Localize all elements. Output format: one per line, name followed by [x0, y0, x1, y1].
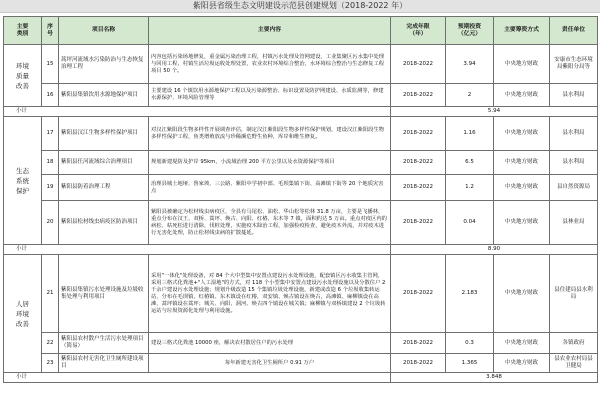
row-fund: 中央地方财政 [494, 151, 550, 175]
row-period: 2018-2022 [391, 175, 446, 201]
row-invest: 0.04 [446, 201, 494, 245]
row-fund: 中央地方财政 [494, 84, 550, 107]
row-period: 2018-2022 [391, 354, 446, 373]
category-life: 人居 环境 改善 [4, 255, 42, 373]
row-name: 紫阳县防着治理工程 [59, 175, 149, 201]
row-invest: 1.16 [446, 117, 494, 151]
category-env: 环境 质量 改善 [4, 45, 42, 107]
row-name: 紫阳县松材线虫病疫区防治项目 [59, 201, 149, 245]
row-owner: 县自然资源局 [550, 175, 598, 201]
row-owner: 各镇政府 [550, 333, 598, 354]
row-period: 2018-2022 [391, 333, 446, 354]
row-no: 17 [42, 117, 59, 151]
subtotal-label: 小计 [4, 245, 391, 255]
subtotal-value: 8.90 [391, 245, 598, 255]
document-title: 紫阳县省级生态文明建设示范县创建规划（2018-2022 年） [0, 0, 600, 13]
table-row [4, 354, 598, 373]
row-owner: 县林业局 [550, 201, 598, 245]
row-period: 2018-2022 [391, 84, 446, 107]
row-content: 建设三格式化粪池 10000 座，解决农村散居住户的污水处理 [149, 333, 391, 354]
header-fund: 主要筹资方式 [494, 17, 550, 45]
row-fund: 中央地方财政 [494, 117, 550, 151]
row-owner: 县水利局 [550, 151, 598, 175]
row-period: 2018-2022 [391, 45, 446, 84]
row-invest: 0.3 [446, 333, 494, 354]
row-name: 紫阳县集镇饮用水源地保护项目 [59, 84, 149, 107]
table-row [4, 255, 598, 333]
header-invest: 预期投资 （亿元） [446, 17, 494, 45]
table-row [4, 175, 598, 201]
row-content: 主要建设 16 个镇饮用水源地保护工程以及污染源整治、标识设置及防护网建设、水质监测等，修建水源保护、环境风险管理等 [149, 84, 391, 107]
row-owner: 县住建局县水利局 [550, 255, 598, 333]
header-owner: 责任单位 [550, 17, 598, 45]
header-period: 完成年限 （年） [391, 17, 446, 45]
row-name: 紫阳县汉江生物多样性保护项目 [59, 117, 149, 151]
header-category: 主要 类别 [4, 17, 42, 45]
header-name: 项目名称 [59, 17, 149, 45]
subtotal-row [4, 107, 598, 117]
row-fund: 中央地方财政 [494, 201, 550, 245]
row-content: 采用"一体化"处理设备，对 84 个大中型集中安置点建设污水处理设施，配套镇区污水收集主管网，采用三格式化粪池+"人工湿地"的方式，对 118 个小型集中安置点建设污水处理设施以及分散住户 2 千余户建设污水处理设施；规划升级改造 15 个集镇垃圾处理设施，新建或改造 6 个垃圾收集转运站，分布在毛坝镇、红椿镇、东木镇设在红椿，双安镇、焕古镇设在焕古，高滩镇、麻柳镇设在高滩，蒿坪镇设在蒿坪；城关、向阳、洞河、焕古四个镇设在城关镇；麻柳镇与双桥镇建设 2 个垃圾转运站与垃圾资源化处理与利用设施。 [149, 255, 391, 333]
row-period: 2018-2022 [391, 255, 446, 333]
row-period: 2018-2022 [391, 117, 446, 151]
row-period: 2018-2022 [391, 201, 446, 245]
row-owner: 县水利局 [550, 84, 598, 107]
row-no: 16 [42, 84, 59, 107]
category-eco: 生态 系统 保护 [4, 117, 42, 245]
subtotal-value: 5.94 [391, 107, 598, 117]
row-no: 18 [42, 151, 59, 175]
row-no: 20 [42, 201, 59, 245]
row-invest: 2 [446, 84, 494, 107]
header-content: 主要内容 [149, 17, 391, 45]
row-no: 21 [42, 255, 59, 333]
row-fund: 中央地方财政 [494, 354, 550, 373]
row-fund: 中央地方财政 [494, 333, 550, 354]
table-row [4, 151, 598, 175]
row-content: 内容包括污染场地修复，重金属污染治理工程，村镇污水处理及管网建设，工业集聚区污水集中处理与回用工程，村镇生活垃圾运收处理处置，农业农村环境综合整治，水环境综合整治与生态修复工程项目 50 个。 [149, 45, 391, 84]
subtotal-row [4, 245, 598, 255]
row-name: 紫阳县任河流域综合治理项目 [59, 151, 149, 175]
row-owner: 县水利局 [550, 117, 598, 151]
row-invest: 2.183 [446, 255, 494, 333]
row-period: 2018-2022 [391, 151, 446, 175]
table-row [4, 45, 598, 84]
row-content: 对汉江紫阳段生物多样性开展调查评估，制定汉江紫阳段生物多样性保护规划，建设汉江紫阳段生物多样性保护工程，鱼类增殖放流与珍稀濒危野生鱼种，库岸和维生修复。 [149, 117, 391, 151]
row-content: 规划新建堤防及护岸 95km，小流域治理 200 平方公里以及水资源保护等项目 [149, 151, 391, 175]
row-content: 治理县城土地垭、鲁家坡、三公路、紫阳中学初中部、毛坝集镇下街、高滩镇下街等 20 个地质灾害点 [149, 175, 391, 201]
row-content: 紫阳县被确定为松材线虫病疫区，全县有马尾松、油松、华山松等松林 31.8 万亩，主要是飞播林，重点分布在汉王、双桥、蒿坪、焕古、向阳、红椿、东木等 7 镇，面积约达 5 万亩。重点对疫区内的病松、枯死松进行清除，伐桩处理，实施疫木除治工程，加强检疫检查，避免疫木外流，并对疫木进行无害化处理，防止松材线虫病的扩散蔓延。 [149, 201, 391, 245]
row-fund: 中央地方财政 [494, 45, 550, 84]
row-invest: 3.94 [446, 45, 494, 84]
row-name: 紫阳县集镇污水处理设施及垃圾收集处理与利用项目 [59, 255, 149, 333]
row-fund: 中央地方财政 [494, 255, 550, 333]
subtotal-row [4, 373, 598, 383]
project-table [3, 16, 598, 383]
row-no: 22 [42, 333, 59, 354]
row-invest: 1.365 [446, 354, 494, 373]
row-owner: 县农业农村局县卫健局 [550, 354, 598, 373]
row-name: 紫阳县农村无害化卫生厕所建设项目 [59, 354, 149, 373]
row-name: 紫阳县农村散户生活污水处理项目（简易） [59, 333, 149, 354]
table-header-row [4, 17, 598, 45]
row-fund: 中央地方财政 [494, 175, 550, 201]
row-invest: 6.5 [446, 151, 494, 175]
row-invest: 1.2 [446, 175, 494, 201]
header-no: 序 号 [42, 17, 59, 45]
row-content: 每年新建无害化卫生厕所户 0.91 万户 [149, 354, 391, 373]
subtotal-label: 小计 [4, 107, 391, 117]
subtotal-value: 3.848 [391, 373, 598, 383]
table-row [4, 201, 598, 245]
table-row [4, 84, 598, 107]
subtotal-label: 小计 [4, 373, 391, 383]
table-row [4, 117, 598, 151]
row-owner: 安康市生态环境局紫阳分局等 [550, 45, 598, 84]
row-name: 蒿坪河流域水污染防治与生态恢复治理工程 [59, 45, 149, 84]
row-no: 23 [42, 354, 59, 373]
table-row [4, 333, 598, 354]
row-no: 19 [42, 175, 59, 201]
row-no: 15 [42, 45, 59, 84]
